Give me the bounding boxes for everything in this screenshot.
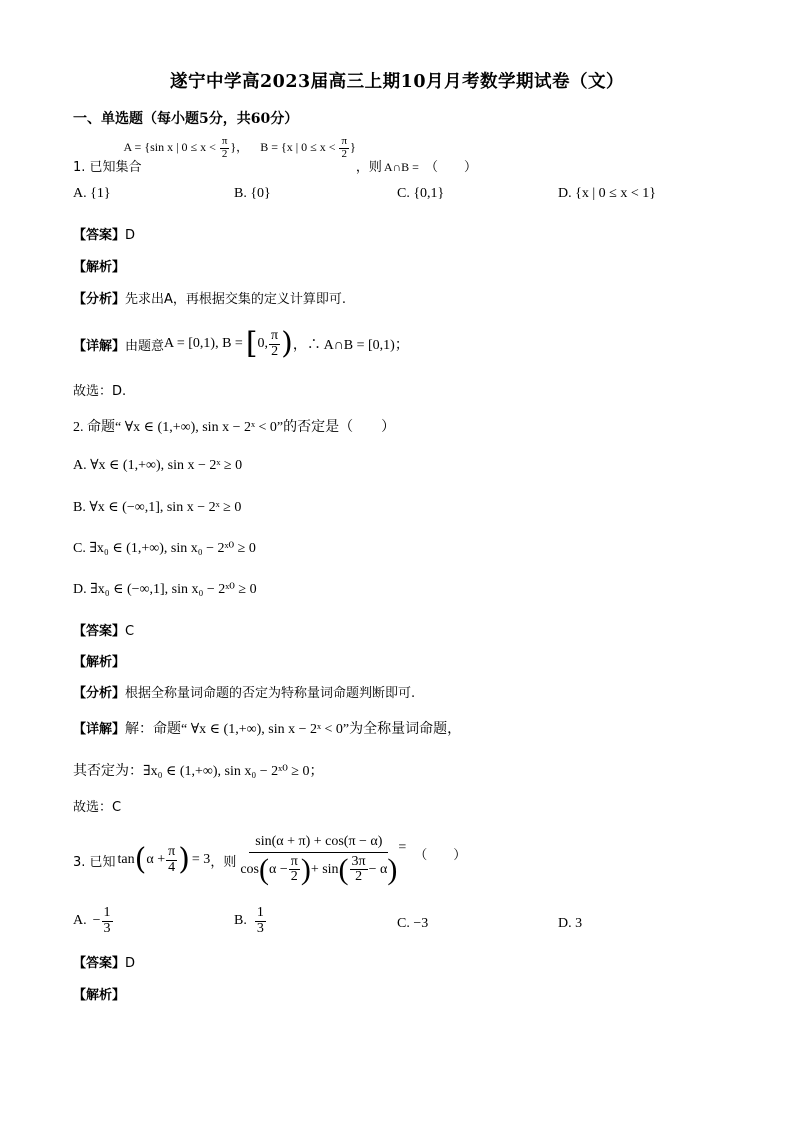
q3-equals: =	[398, 840, 407, 855]
q2-detail-text: 解：命题“ ∀x ∈ (1,+∞), sin x − 2ˣ < 0”为全称量词命题，	[125, 722, 462, 737]
q3-option-a-fraction	[102, 906, 113, 936]
q3-paren-close: )	[178, 842, 190, 877]
q3-option-b-label: B.	[234, 913, 247, 929]
q1-set-b	[260, 136, 356, 160]
q1-frac-den: 2	[221, 147, 228, 160]
q1-option-a: A. {1}	[73, 186, 111, 201]
q3-tan: tan	[117, 852, 135, 867]
q1-frac-b-den: 2	[341, 147, 348, 160]
q3-analysis-tag: 【解析】	[73, 988, 126, 1003]
q1-bracket-open: [	[245, 326, 258, 361]
q3-paren: （ ）	[414, 847, 467, 863]
q2-choose: 故选：C	[73, 800, 122, 815]
q3-option-b	[234, 906, 267, 936]
page-title: 遂宁中学高2023届高三上期10月月考数学期试卷（文）	[169, 72, 625, 92]
q1-option-c: C. {0,1}	[397, 186, 445, 201]
q3-then: ，则	[210, 854, 237, 870]
question-2-stem: 2. 命题“ ∀x ∈ (1,+∞), sin x − 2ˣ < 0”的否定是（ ）	[73, 420, 396, 435]
q1-detail-tag: 【详解】	[73, 338, 126, 354]
q3-option-a-num: 1	[103, 905, 111, 920]
q2-detail-tag: 【详解】	[73, 722, 126, 737]
q1-choose: 故选：D.	[73, 384, 127, 399]
q1-set-a	[124, 136, 249, 160]
q1-detail-pre: 由题意	[125, 338, 165, 354]
q1-detail-frac-num: π	[271, 327, 279, 343]
q1-set-b-text: B = {x | 0 ≤ x <	[260, 139, 336, 154]
q1-comma: ，	[236, 139, 249, 154]
q1-paren: （ ）	[424, 160, 477, 175]
q1-answer-value: D	[125, 228, 136, 243]
q3-frac-num: π	[168, 843, 176, 859]
q3-option-a-label: A.	[73, 913, 87, 929]
q2-answer-value: C	[125, 624, 135, 639]
q2-detail	[73, 718, 461, 738]
q3-den-paren2-close: )	[387, 852, 398, 886]
q3-den-minus-alpha: − α	[368, 861, 388, 877]
q3-den-paren2-open: (	[338, 852, 349, 886]
q1-option-d: D. {x | 0 ≤ x < 1}	[558, 186, 656, 201]
q1-fenxi-tag: 【分析】	[73, 292, 126, 307]
q1-fenxi-text: 先求出A，再根据交集的定义计算即可.	[125, 292, 347, 307]
q2-fenxi-tag: 【分析】	[73, 686, 126, 701]
q3-den-cos: cos	[240, 861, 259, 877]
q3-option-a-sign: −	[92, 913, 101, 929]
q3-option-a-den: 3	[103, 920, 111, 936]
q1-set-b-close: }	[350, 139, 356, 154]
q1-answer-tag: 【答案】	[73, 228, 126, 243]
q3-numerator: sin(α + π) + cos(π − α)	[249, 835, 388, 853]
q3-option-b-fraction	[255, 906, 266, 936]
q3-den-frac2-num: 3π	[351, 853, 366, 869]
q1-then: ，则	[355, 160, 382, 175]
q1-fraction-pi-2	[220, 136, 230, 160]
q3-option-d: D. 3	[558, 916, 583, 931]
q1-fraction-pi-2-b	[339, 136, 349, 160]
q2-negation: 其否定为：∃x₀ ∈ (1,+∞), sin x₀ − 2ˣ⁰ ≥ 0；	[73, 764, 324, 779]
q2-option-d: D. ∃x₀ ∈ (−∞,1], sin x₀ − 2ˣ⁰ ≥ 0	[73, 582, 257, 597]
q3-eq3: = 3	[191, 852, 211, 867]
q3-prefix: 3. 已知	[73, 854, 116, 870]
q1-bracket-close: )	[281, 326, 293, 361]
q2-answer-tag: 【答案】	[73, 624, 126, 639]
q3-den-frac-den: 2	[290, 869, 298, 885]
q3-den-paren1-close: )	[300, 852, 311, 886]
q2-fenxi	[73, 682, 415, 701]
q1-option-b: B. {0}	[234, 186, 271, 201]
q3-den-paren1-open: (	[259, 852, 269, 886]
q1-detail-fraction	[269, 329, 280, 359]
q3-option-b-den: 3	[256, 920, 264, 936]
q3-den-alpha: α −	[269, 861, 288, 877]
q3-fraction-pi-4	[166, 845, 177, 875]
q3-den-frac-num: π	[290, 853, 298, 869]
q1-ask: A∩B =	[383, 160, 419, 174]
q3-answer-value: D	[125, 956, 136, 971]
q1-frac-num: π	[221, 134, 228, 147]
q2-answer	[73, 620, 134, 639]
q3-den-frac-pi-2	[289, 855, 300, 885]
question-3-stem	[73, 826, 466, 894]
q1-set-a-text: A = {sin x | 0 ≤ x <	[123, 139, 216, 154]
q1-detail	[73, 324, 409, 364]
question-1-stem	[73, 134, 477, 178]
q1-detail-a: A = [0,1), B =	[164, 336, 243, 351]
q3-den-frac-3pi-2	[350, 855, 368, 885]
q1-frac-b-num: π	[341, 134, 348, 147]
q3-paren-open: (	[134, 842, 147, 877]
q3-option-a	[73, 906, 114, 936]
q3-alpha-plus: α +	[146, 852, 166, 867]
section-heading: 一、单选题（每小题5分，共60分）	[73, 111, 299, 127]
q1-analysis-tag: 【解析】	[73, 260, 126, 275]
q3-option-c: C. −3	[397, 916, 429, 931]
q3-answer	[73, 952, 135, 971]
q2-analysis-tag: 【解析】	[73, 655, 126, 670]
q1-fenxi	[73, 288, 346, 307]
q3-answer-tag: 【答案】	[73, 956, 126, 971]
q1-prefix: 1. 已知集合	[73, 160, 142, 175]
q2-option-c: C. ∃x₀ ∈ (1,+∞), sin x₀ − 2ˣ⁰ ≥ 0	[73, 541, 256, 556]
q2-option-a: A. ∀x ∈ (1,+∞), sin x − 2ˣ ≥ 0	[73, 458, 243, 473]
q3-den-plus-sin: + sin	[310, 861, 339, 877]
q3-big-fraction	[240, 835, 397, 885]
q1-detail-c: ，∴ A∩B = [0,1)；	[292, 338, 409, 353]
q1-detail-b: 0,	[257, 336, 269, 351]
q2-fenxi-text: 根据全称量词命题的否定为特称量词命题判断即可.	[125, 686, 416, 701]
q1-answer	[73, 224, 135, 243]
q3-option-b-num: 1	[256, 905, 264, 920]
q2-option-b: B. ∀x ∈ (−∞,1], sin x − 2ˣ ≥ 0	[73, 500, 242, 515]
q3-frac-den: 4	[168, 859, 176, 875]
q3-denominator	[240, 853, 397, 885]
q3-den-frac2-den: 2	[355, 869, 363, 885]
q1-set-a-close: }	[230, 139, 237, 154]
q1-detail-frac-den: 2	[271, 343, 279, 359]
